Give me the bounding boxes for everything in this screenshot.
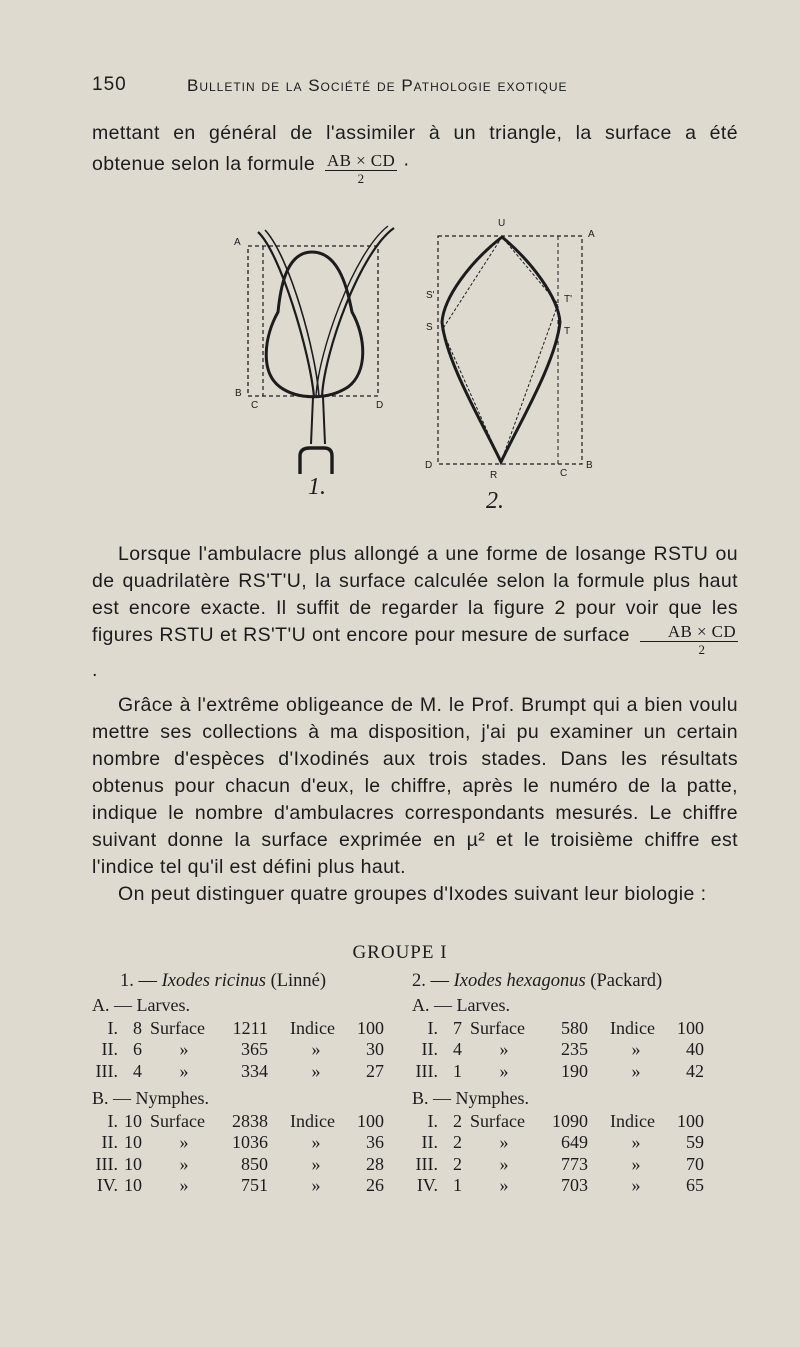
index-value: 59 — [686, 1132, 704, 1152]
measurement-row — [92, 1039, 392, 1061]
ambulacre-count: 2 — [453, 1110, 462, 1131]
paragraph-1-end: . — [92, 658, 98, 681]
leg-number: III. — [415, 1153, 438, 1174]
surface-value: 1211 — [232, 1017, 268, 1038]
surface-value: 850 — [241, 1153, 268, 1174]
measurement-row — [412, 1039, 712, 1061]
fig1-label-d: D — [376, 400, 384, 411]
species-author: (Linné) — [270, 971, 327, 991]
measurement-row — [92, 1111, 392, 1133]
leg-number: II. — [101, 1132, 118, 1152]
species-title — [120, 971, 326, 992]
fig2-label-t: T — [564, 326, 571, 337]
species-name: Ixodes hexagonus — [453, 971, 586, 991]
surface-label: » — [499, 1060, 509, 1081]
ambulacre-count: 10 — [124, 1153, 142, 1174]
index-value: 100 — [677, 1110, 704, 1131]
index-label: » — [311, 1039, 321, 1059]
fig2-label-a: A — [588, 229, 595, 240]
fig2-label-d: D — [425, 460, 433, 471]
index-label: » — [631, 1060, 641, 1081]
measurement-row — [412, 1061, 712, 1083]
index-value: 36 — [366, 1132, 384, 1152]
paragraph-2: Grâce à l'extrême obligeance de M. le Prof. Brumpt qui a bien voulu mettre ses collections à ma disposition, j'ai pu examiner un certain nombre d'espèces d'Ixodinés aux trois stades. Dans les résultats obtenus pour chacun d'eux, le chiffre, après le numéro de la patte, indique le nombre d'ambulacres correspondants mesurés. Le chiffre suivant donne la surface exprimée en µ² et le troisième chiffre est l'indice tel qu'il est défini plus haut. — [92, 694, 738, 878]
measurement-row — [92, 1154, 392, 1176]
index-value: 70 — [686, 1153, 704, 1174]
ambulacre-count: 1 — [453, 1175, 462, 1195]
fig2-label-t-prime: T' — [564, 294, 573, 305]
fig2-label-r: R — [490, 470, 498, 481]
leg-number: I. — [427, 1110, 438, 1131]
ambulacre-count: 10 — [124, 1110, 142, 1131]
leg-number: I. — [107, 1017, 118, 1038]
surface-label: Surface — [470, 1017, 525, 1038]
surface-label: Surface — [150, 1110, 205, 1131]
species-number: 1. — — [120, 971, 157, 991]
species-number: 2. — — [412, 971, 449, 991]
index-label: Indice — [610, 1017, 655, 1038]
ambulacre-count: 7 — [453, 1017, 462, 1038]
ambulacre-count: 1 — [453, 1060, 462, 1081]
paragraph-3: On peut distinguer quatre groupes d'Ixodes suivant leur biologie : — [118, 883, 707, 905]
running-title: Bulletin de la Société de Pathologie exotique — [187, 76, 568, 95]
fig2-caption: 2. — [486, 488, 504, 514]
surface-label: » — [179, 1132, 189, 1152]
index-value: 40 — [686, 1039, 704, 1059]
surface-value: 365 — [241, 1039, 268, 1059]
surface-label: » — [499, 1132, 509, 1152]
index-label: Indice — [610, 1110, 655, 1131]
ambulacre-count: 4 — [133, 1060, 142, 1081]
formula-numerator: AB × CD — [327, 150, 396, 170]
surface-label: » — [499, 1153, 509, 1174]
fig2-label-b: B — [586, 460, 593, 471]
measurement-row — [412, 1154, 712, 1176]
surface-value: 190 — [561, 1060, 588, 1081]
leg-number: III. — [95, 1153, 118, 1174]
index-value: 27 — [366, 1060, 384, 1081]
p1-formula-numerator: AB × CD — [640, 623, 738, 642]
leg-number: I. — [427, 1017, 438, 1038]
index-label: » — [631, 1039, 641, 1059]
stage-heading: B. — Nymphes. — [92, 1088, 209, 1108]
index-label: » — [311, 1132, 321, 1152]
surface-label: » — [499, 1175, 509, 1195]
fig2-label-s: S — [426, 322, 433, 333]
ambulacre-count: 2 — [453, 1132, 462, 1152]
index-value: 26 — [366, 1175, 384, 1195]
surface-value: 751 — [241, 1175, 268, 1195]
index-label: » — [631, 1132, 641, 1152]
measurement-row — [412, 1132, 712, 1154]
index-value: 28 — [366, 1153, 384, 1174]
ambulacre-count: 4 — [453, 1039, 462, 1059]
stage-heading: B. — Nymphes. — [412, 1088, 529, 1108]
fig1-label-c: C — [251, 400, 259, 411]
measurement-row — [412, 1175, 712, 1197]
index-value: 42 — [686, 1060, 704, 1081]
index-label: Indice — [290, 1017, 335, 1038]
index-label: » — [311, 1060, 321, 1081]
fig2-label-s-prime: S' — [426, 290, 435, 301]
leg-number: II. — [421, 1132, 438, 1152]
surface-value: 235 — [561, 1039, 588, 1059]
species-title — [412, 971, 662, 992]
measurement-row — [92, 1132, 392, 1154]
ambulacre-count: 2 — [453, 1153, 462, 1174]
index-label: » — [311, 1175, 321, 1195]
species-column — [92, 0, 422, 1347]
surface-label: » — [179, 1153, 189, 1174]
p1-formula-denominator: 2 — [698, 641, 706, 657]
surface-value: 580 — [561, 1017, 588, 1038]
leg-number: IV. — [96, 1175, 118, 1195]
ambulacre-count: 8 — [133, 1017, 142, 1038]
surface-value: 2838 — [232, 1110, 268, 1131]
stage-heading: A. — Larves. — [92, 995, 190, 1015]
index-value: 65 — [686, 1175, 704, 1195]
group-title: GROUPE I — [352, 942, 448, 963]
leg-number: I. — [107, 1110, 118, 1131]
index-label: » — [631, 1175, 641, 1195]
fig1-label-a: A — [234, 237, 241, 248]
measurement-row — [92, 1175, 392, 1197]
ambulacre-count: 10 — [124, 1175, 142, 1195]
index-value: 100 — [357, 1017, 384, 1038]
surface-label: » — [499, 1039, 509, 1059]
index-value: 100 — [677, 1017, 704, 1038]
ambulacre-count: 10 — [124, 1132, 142, 1152]
surface-label: » — [179, 1039, 189, 1059]
fig2-label-c: C — [560, 468, 568, 479]
surface-value: 773 — [561, 1153, 588, 1174]
surface-label: » — [179, 1060, 189, 1081]
index-label: » — [631, 1153, 641, 1174]
index-value: 100 — [357, 1110, 384, 1131]
stage-heading: A. — Larves. — [412, 995, 510, 1015]
measurement-row — [92, 1018, 392, 1040]
intro-line-2-suffix: · — [402, 153, 410, 175]
surface-value: 1036 — [232, 1132, 268, 1152]
species-column — [412, 0, 742, 1347]
ambulacre-count: 6 — [133, 1039, 142, 1059]
measurement-row — [412, 1018, 712, 1040]
leg-number: III. — [95, 1060, 118, 1081]
leg-number: II. — [101, 1039, 118, 1059]
surface-value: 703 — [561, 1175, 588, 1195]
measurement-row — [92, 1061, 392, 1083]
formula-denominator: 2 — [357, 170, 365, 186]
surface-label: Surface — [470, 1110, 525, 1131]
leg-number: IV. — [416, 1175, 438, 1195]
fig1-caption: 1. — [308, 474, 326, 500]
fig2-label-u: U — [498, 218, 506, 229]
surface-value: 649 — [561, 1132, 588, 1152]
paragraph-1-text: Lorsque l'ambulacre plus allongé a une forme de losange RSTU ou de quadrilatère RS'T'U, la surface calculée selon la formule plus haut est encore exacte. Il suffit de regarder la figure 2 pour voir que les figures RSTU et RS'T'U ont encore pour mesure de surface — [92, 543, 738, 646]
measurement-row — [412, 1111, 712, 1133]
surface-value: 334 — [241, 1060, 268, 1081]
index-value: 30 — [366, 1039, 384, 1059]
species-author: (Packard) — [590, 971, 663, 991]
index-label: » — [311, 1153, 321, 1174]
index-label: Indice — [290, 1110, 335, 1131]
intro-line-1: mettant en général de l'assimiler à un triangle, la surface a été — [92, 122, 738, 144]
surface-label: Surface — [150, 1017, 205, 1038]
fig1-label-b: B — [235, 388, 242, 399]
intro-line-2-prefix: obtenue selon la formule — [92, 153, 316, 175]
surface-value: 1090 — [552, 1110, 588, 1131]
page-number: 150 — [92, 74, 127, 95]
surface-label: » — [179, 1175, 189, 1195]
leg-number: III. — [415, 1060, 438, 1081]
species-name: Ixodes ricinus — [161, 971, 266, 991]
leg-number: II. — [421, 1039, 438, 1059]
